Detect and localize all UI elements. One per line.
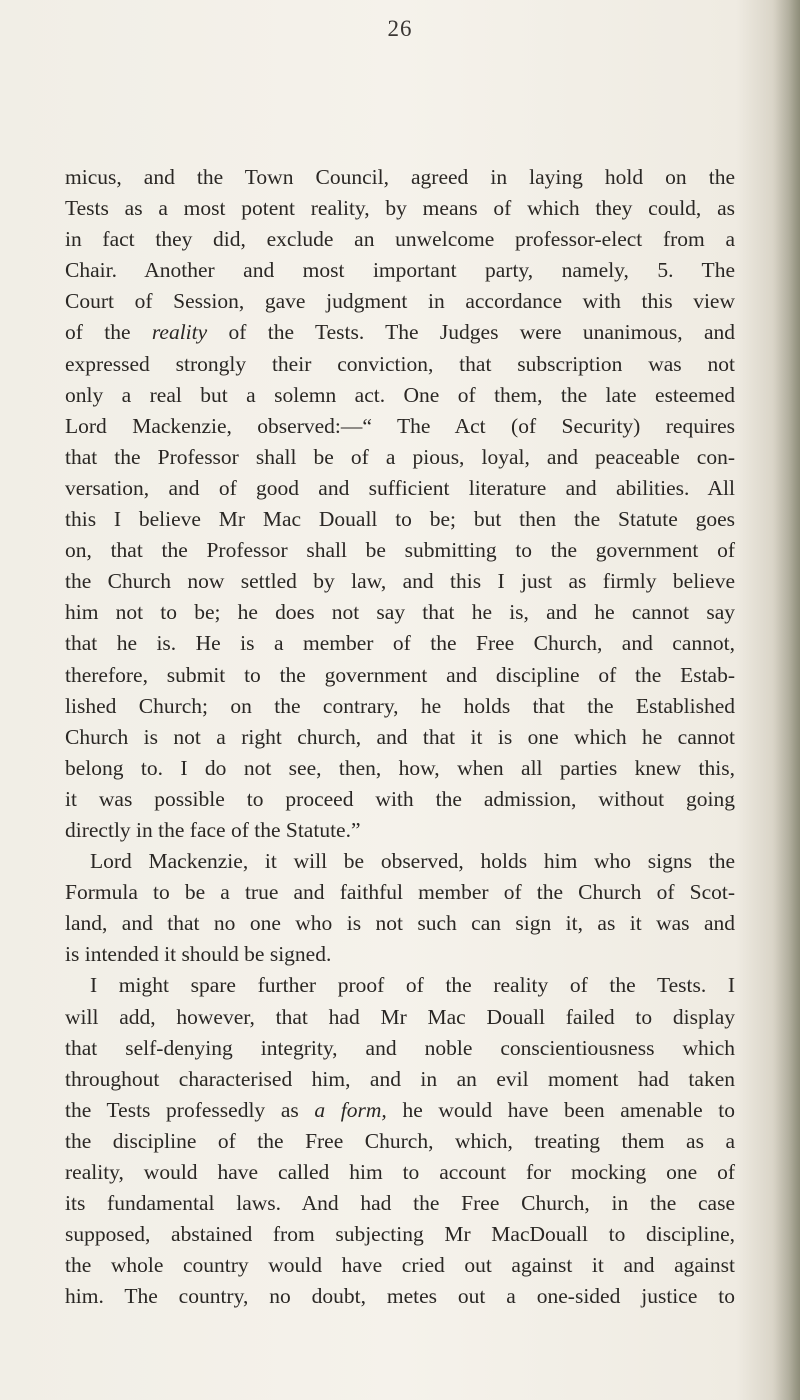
text-line: only a real but a solemn act. One of them, the late esteemed	[65, 382, 735, 407]
italic-emphasis: reality	[151, 320, 208, 345]
text-line: belong to. I do not see, then, how, when all parties knew this,	[65, 755, 735, 780]
text-line: throughout characterised him, and in an evil moment had taken	[65, 1066, 735, 1091]
text-line: micus, and the Town Council, agreed in laying hold on the	[65, 165, 735, 189]
text-line: Lord Mackenzie, observed:—“ The Act (of Security) requires	[65, 413, 735, 438]
text-line: will add, however, that had Mr Mac Douall failed to display	[65, 1004, 735, 1029]
text-line: Church is not a right church, and that it is one which he cannot	[65, 724, 735, 749]
page-number: 26	[387, 16, 413, 41]
text-line: that the Professor shall be of a pious, loyal, and peaceable con-	[65, 444, 735, 469]
text-line: Court of Session, gave judgment in accordance with this view	[65, 289, 735, 314]
text-line: the whole country would have cried out against it and against	[65, 1253, 735, 1278]
text-line: in fact they did, exclude an unwelcome professor-elect from a	[65, 227, 735, 252]
text-line: that self-denying integrity, and noble conscientiousness which	[65, 1035, 735, 1060]
text-line: directly in the face of the Statute.”	[65, 817, 361, 842]
text-line-segment: of the Tests. The Judges were unanimous, and	[207, 320, 735, 345]
text-line: Tests as a most potent reality, by means of which they could, as	[65, 196, 735, 221]
text-line: supposed, abstained from subjecting Mr MacDouall to discipline,	[65, 1222, 735, 1247]
text-line: reality, would have called him to account for mocking one of	[65, 1160, 735, 1184]
text-line: on, that the Professor shall be submitting to the government of	[65, 538, 735, 563]
page-edge-shadow	[772, 0, 800, 1400]
text-line-segment: he would have been amenable to	[386, 1097, 736, 1122]
text-line: is intended it should be signed.	[65, 942, 332, 967]
text-line: expressed strongly their conviction, that subscription was not	[65, 351, 735, 376]
text-line: this I believe Mr Mac Douall to be; but then the Statute goes	[65, 507, 735, 532]
text-line	[65, 317, 735, 348]
text-line: him. The country, no doubt, metes out a one-sided justice to	[65, 1284, 735, 1309]
text-line: I might spare further proof of the reality of the Tests. I	[90, 973, 735, 998]
text-line: therefore, submit to the government and discipline of the Estab-	[65, 662, 735, 687]
text-line: the Church now settled by law, and this I just as firmly believe	[65, 569, 735, 594]
text-line: the discipline of the Free Church, which, treating them as a	[65, 1128, 735, 1153]
text-line	[65, 1095, 735, 1126]
text-line: versation, and of good and sufficient literature and abilities. All	[65, 475, 735, 500]
text-line: Chair. Another and most important party, namely, 5. The	[65, 258, 735, 283]
text-line: its fundamental laws. And had the Free Church, in the case	[65, 1191, 735, 1216]
text-line: that he is. He is a member of the Free Church, and cannot,	[65, 631, 735, 656]
text-line: it was possible to proceed with the admission, without going	[65, 786, 735, 811]
text-line: him not to be; he does not say that he is, and he cannot say	[65, 600, 735, 625]
text-line: land, and that no one who is not such can sign it, as it was and	[65, 911, 735, 936]
text-line: Formula to be a true and faithful member of the Church of Scot-	[65, 880, 735, 905]
text-line: Lord Mackenzie, it will be observed, holds him who signs the	[90, 849, 735, 874]
body-text	[65, 162, 735, 1312]
italic-emphasis: a form,	[314, 1097, 387, 1122]
text-line-segment: of the	[65, 320, 152, 345]
text-line: lished Church; on the contrary, he holds that the Established	[65, 693, 735, 718]
text-line-segment: the Tests professedly as	[65, 1097, 315, 1122]
